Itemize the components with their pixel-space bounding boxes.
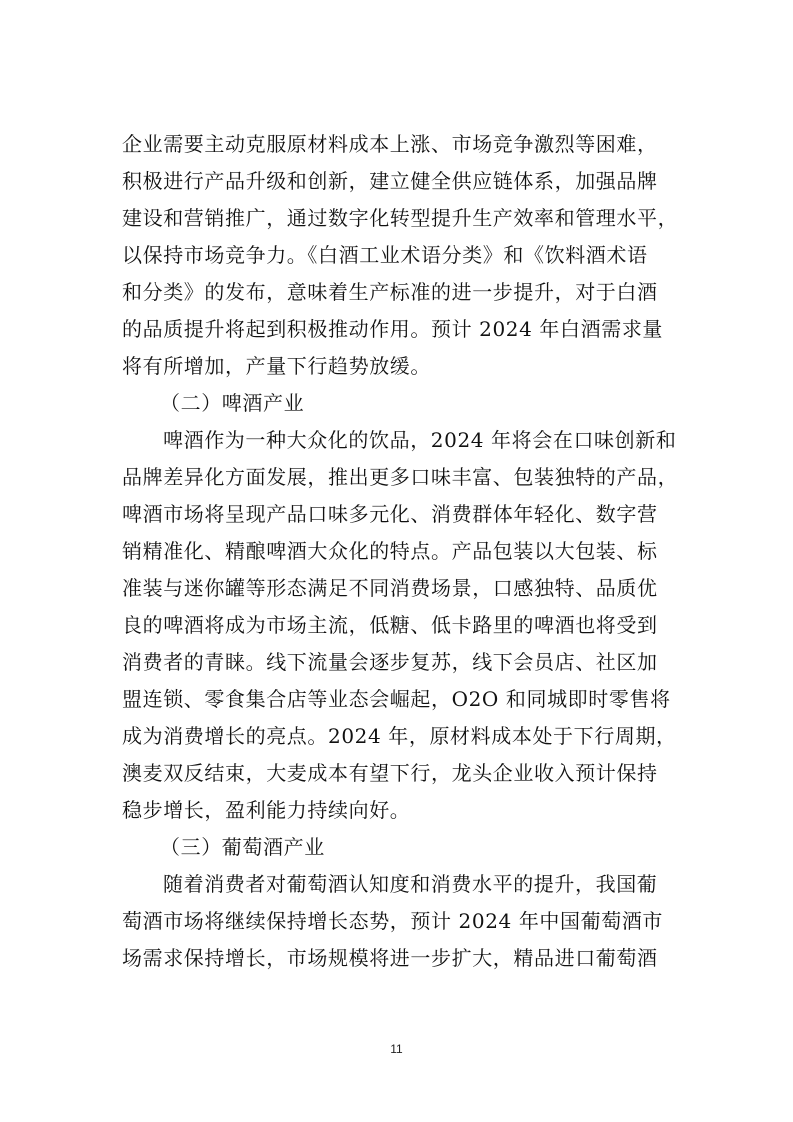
paragraph-line: 萄酒市场将继续保持增长态势，预计 2024 年中国葡萄酒市	[122, 909, 664, 933]
paragraph-line: 将有所增加，产量下行趋势放缓。	[122, 354, 431, 378]
paragraph-line: 以保持市场竞争力。《白酒工业术语分类》和《饮料酒术语	[122, 243, 648, 267]
paragraph-line: 啤酒作为一种大众化的饮品，2024 年将会在口味创新和	[163, 428, 677, 452]
paragraph-line: 销精准化、精酿啤酒大众化的特点。产品包装以大包装、标	[122, 539, 658, 563]
paragraph-line: 澳麦双反结束，大麦成本有望下行，龙头企业收入预计保持	[122, 761, 658, 785]
paragraph-line: 消费者的青睐。线下流量会逐步复苏，线下会员店、社区加	[122, 650, 658, 674]
page-number: 11	[390, 1042, 403, 1056]
paragraph-line: 稳步增长，盈利能力持续向好。	[122, 798, 411, 822]
paragraph-line: 和分类》的发布，意味着生产标准的进一步提升，对于白酒	[122, 280, 658, 304]
paragraph-line: 积极进行产品升级和创新，建立健全供应链体系，加强品牌	[122, 169, 658, 193]
section-heading-beer: （二）啤酒产业	[160, 391, 305, 415]
paragraph-line: 品牌差异化方面发展，推出更多口味丰富、包装独特的产品，	[122, 465, 679, 489]
paragraph-line: 建设和营销推广，通过数字化转型提升生产效率和管理水平，	[122, 206, 679, 230]
paragraph-line: 良的啤酒将成为市场主流，低糖、低卡路里的啤酒也将受到	[122, 613, 658, 637]
paragraph-line: 盟连锁、零食集合店等业态会崛起，O2O 和同城即时零售将	[122, 687, 671, 711]
paragraph-line: 随着消费者对葡萄酒认知度和消费水平的提升，我国葡	[163, 872, 658, 896]
paragraph-line: 准装与迷你罐等形态满足不同消费场景，口感独特、品质优	[122, 576, 658, 600]
paragraph-line: 啤酒市场将呈现产品口味多元化、消费群体年轻化、数字营	[122, 502, 658, 526]
paragraph-line: 的品质提升将起到积极推动作用。预计 2024 年白酒需求量	[122, 317, 664, 341]
paragraph-line: 场需求保持增长，市场规模将进一步扩大，精品进口葡萄酒	[122, 946, 658, 970]
paragraph-line: 成为消费增长的亮点。2024 年，原材料成本处于下行周期，	[122, 724, 677, 748]
paragraph-line: 企业需要主动克服原材料成本上涨、市场竞争激烈等困难，	[122, 132, 658, 156]
section-heading-wine: （三）葡萄酒产业	[160, 835, 325, 859]
